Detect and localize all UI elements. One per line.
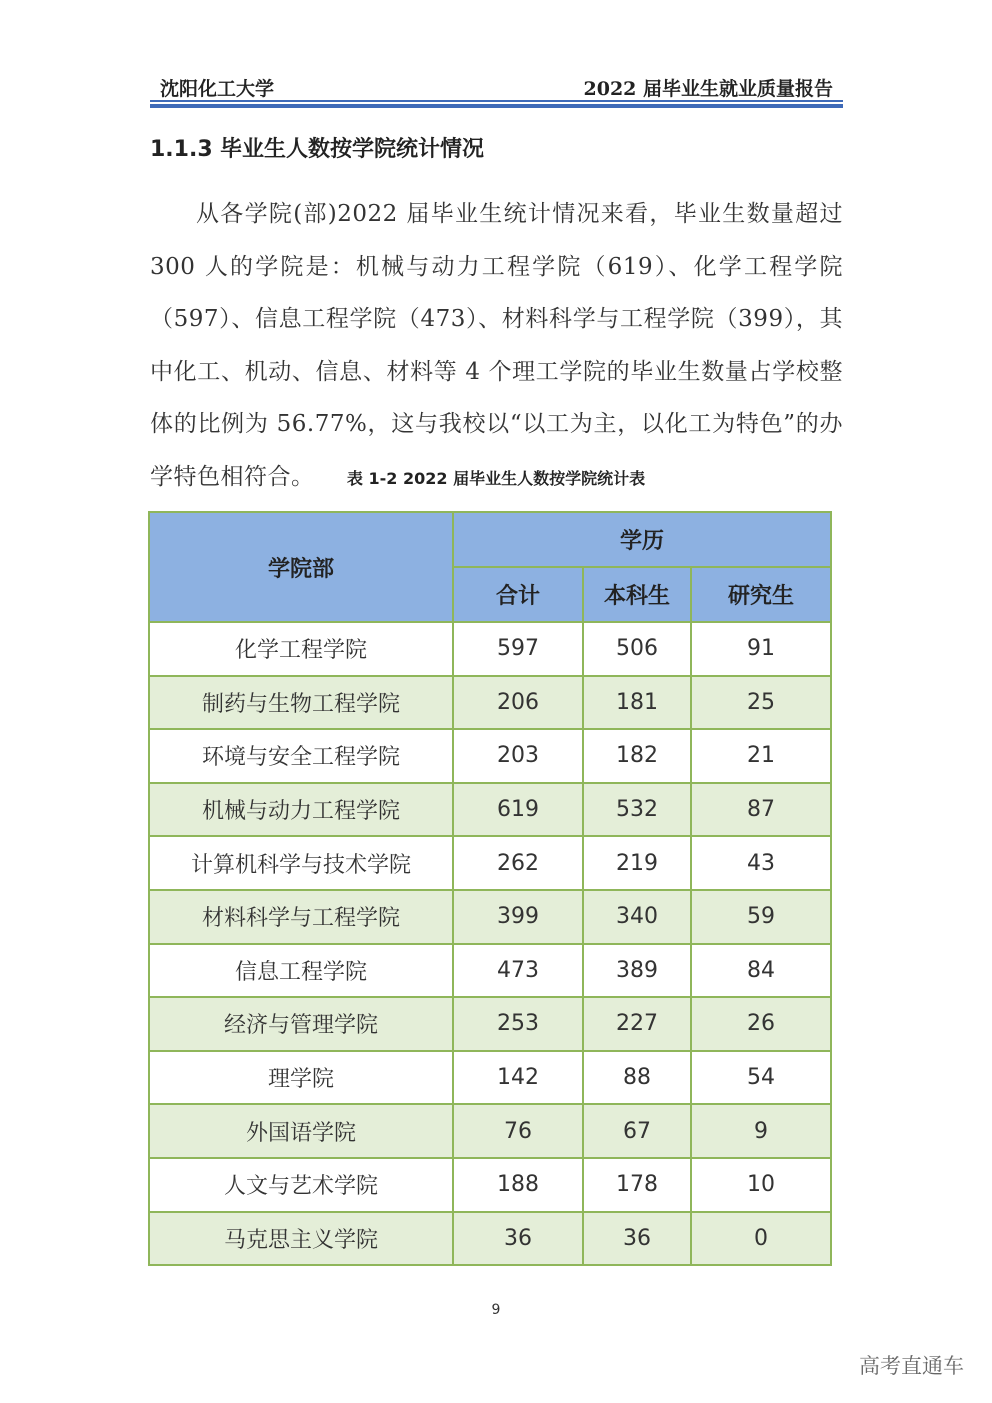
cell-grad: 84 (691, 944, 831, 998)
cell-grad: 87 (691, 783, 831, 837)
table-caption: 表 1-2 2022 届毕业生人数按学院统计表 (346, 469, 646, 488)
cell-grad: 0 (691, 1212, 831, 1266)
cell-college: 马克思主义学院 (149, 1212, 453, 1266)
cell-undergrad: 182 (583, 729, 691, 783)
cell-total: 262 (453, 836, 583, 890)
table-row (149, 890, 831, 944)
cell-college: 计算机科学与技术学院 (149, 836, 453, 890)
col-header-degree-group: 学历 (453, 512, 831, 567)
header-university: 沈阳化工大学 (160, 78, 275, 100)
cell-undergrad: 340 (583, 890, 691, 944)
cell-college: 环境与安全工程学院 (149, 729, 453, 783)
header-rule-thick (150, 104, 843, 108)
cell-college: 材料科学与工程学院 (149, 890, 453, 944)
cell-undergrad: 227 (583, 997, 691, 1051)
college-stats-table (148, 511, 832, 1266)
cell-college: 制药与生物工程学院 (149, 676, 453, 730)
cell-grad: 91 (691, 622, 831, 676)
cell-college: 经济与管理学院 (149, 997, 453, 1051)
table-row (149, 783, 831, 837)
section-number: 1.1.3 (150, 137, 213, 162)
cell-total: 188 (453, 1158, 583, 1212)
cell-total: 76 (453, 1104, 583, 1158)
cell-grad: 9 (691, 1104, 831, 1158)
page-header (150, 70, 843, 98)
cell-college: 外国语学院 (149, 1104, 453, 1158)
cell-grad: 54 (691, 1051, 831, 1105)
cell-total: 253 (453, 997, 583, 1051)
cell-undergrad: 88 (583, 1051, 691, 1105)
watermark-text: 高考直通车 (859, 1354, 964, 1378)
header-report-title: 2022 届毕业生就业质量报告 (583, 78, 833, 100)
section-heading (150, 132, 484, 163)
table-row (149, 1051, 831, 1105)
cell-grad: 21 (691, 729, 831, 783)
col-header-undergrad: 本科生 (583, 567, 691, 622)
cell-grad: 10 (691, 1158, 831, 1212)
cell-total: 619 (453, 783, 583, 837)
table-row (149, 1212, 831, 1266)
cell-grad: 59 (691, 890, 831, 944)
page-number: 9 (491, 1302, 501, 1318)
cell-total: 142 (453, 1051, 583, 1105)
cell-grad: 26 (691, 997, 831, 1051)
cell-grad: 25 (691, 676, 831, 730)
cell-undergrad: 389 (583, 944, 691, 998)
section-title: 毕业生人数按学院统计情况 (220, 137, 485, 162)
cell-undergrad: 506 (583, 622, 691, 676)
table-row (149, 997, 831, 1051)
paragraph-text: 从各学院(部)2022 届毕业生统计情况来看，毕业生数量超过 300 人的学院是：机械与动力工程学院（619）、化学工程学院（597）、信息工程学院（473）、材料科学与工程学院（399），其中化工、机动、信息、材料等 4 个理工学院的毕业生数量占学校整体的比例为 56.77%，这与我校以“以工为主，以化工为特色”的办学特色相符合。 (150, 201, 843, 490)
cell-college: 机械与动力工程学院 (149, 783, 453, 837)
table-row (149, 1158, 831, 1212)
cell-college: 人文与艺术学院 (149, 1158, 453, 1212)
table-row (149, 1104, 831, 1158)
col-header-college: 学院部 (149, 512, 453, 622)
cell-total: 399 (453, 890, 583, 944)
col-header-total: 合计 (453, 567, 583, 622)
table-row (149, 622, 831, 676)
table-row (149, 676, 831, 730)
cell-college: 理学院 (149, 1051, 453, 1105)
table-row (149, 944, 831, 998)
table-row (149, 729, 831, 783)
cell-college: 化学工程学院 (149, 622, 453, 676)
body-paragraph (150, 188, 843, 503)
cell-undergrad: 67 (583, 1104, 691, 1158)
cell-total: 36 (453, 1212, 583, 1266)
cell-undergrad: 219 (583, 836, 691, 890)
cell-undergrad: 178 (583, 1158, 691, 1212)
cell-total: 203 (453, 729, 583, 783)
cell-total: 473 (453, 944, 583, 998)
col-header-grad: 研究生 (691, 567, 831, 622)
cell-undergrad: 181 (583, 676, 691, 730)
cell-undergrad: 36 (583, 1212, 691, 1266)
table-row (149, 836, 831, 890)
cell-grad: 43 (691, 836, 831, 890)
cell-undergrad: 532 (583, 783, 691, 837)
table-body (149, 622, 831, 1265)
cell-total: 597 (453, 622, 583, 676)
header-rule-thin (150, 100, 843, 102)
cell-total: 206 (453, 676, 583, 730)
cell-college: 信息工程学院 (149, 944, 453, 998)
